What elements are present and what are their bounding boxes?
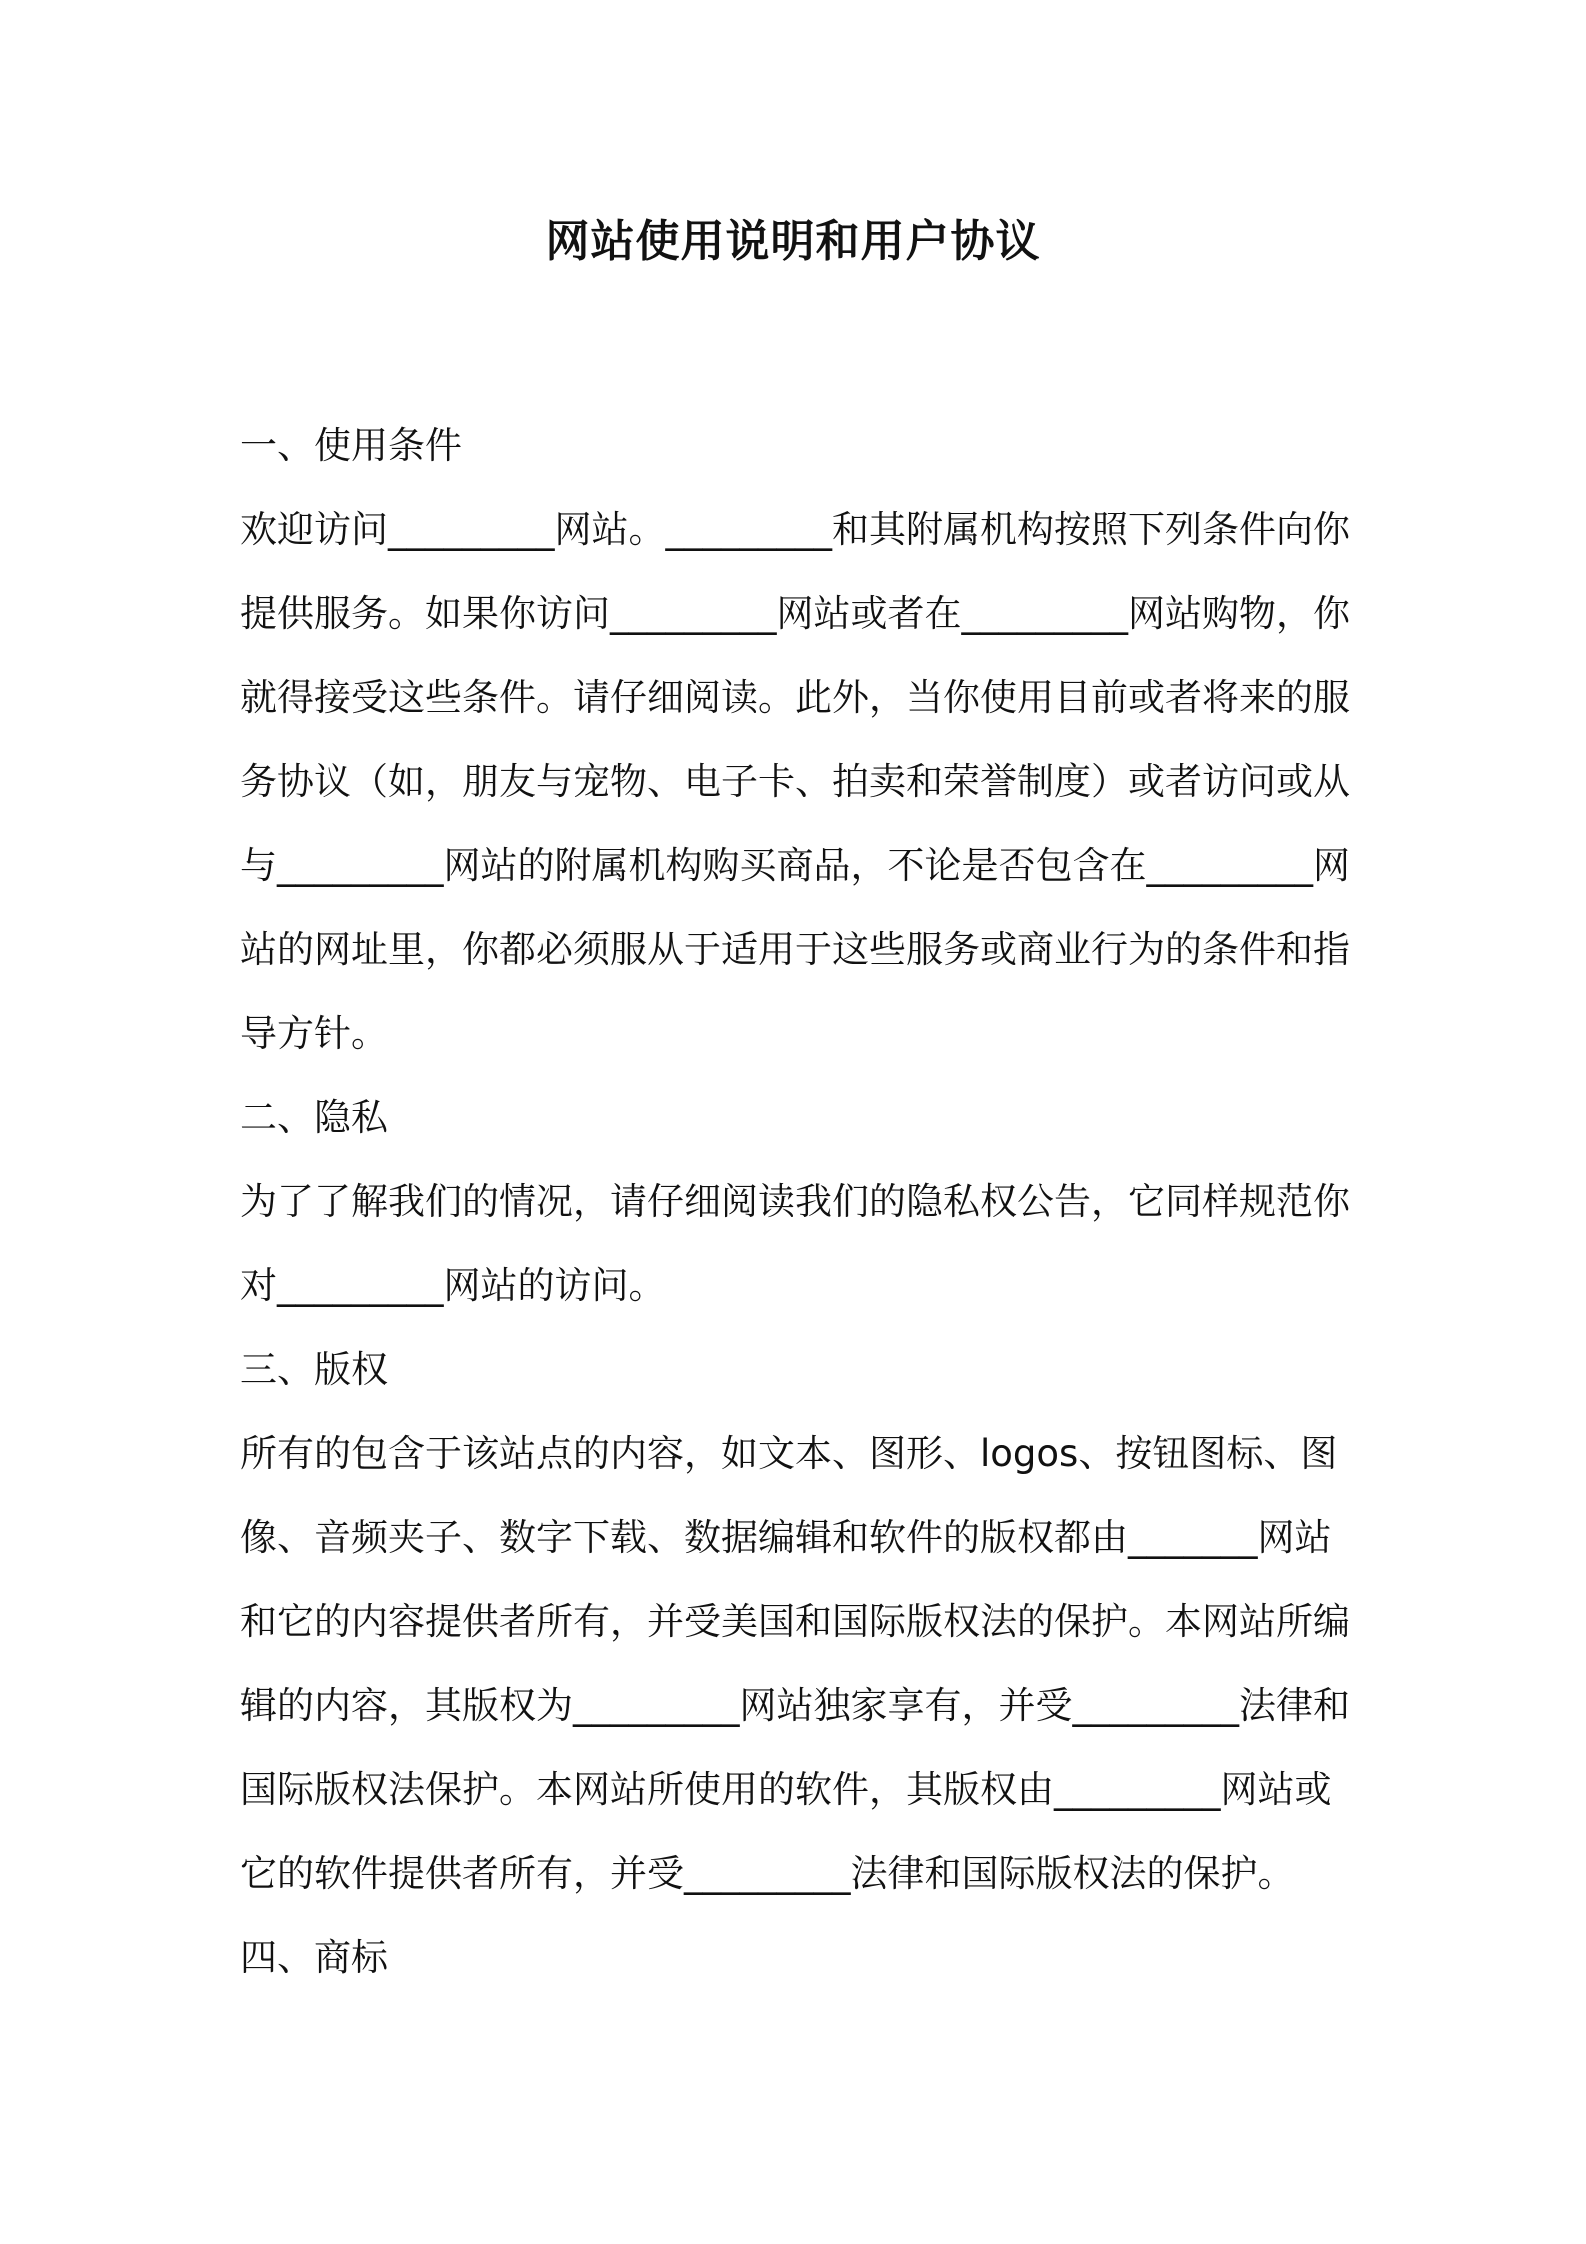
section-heading-terms-of-use: 一、使用条件: [240, 424, 462, 467]
document-title: 网站使用说明和用户协议: [545, 216, 1041, 267]
section-paragraph-copyright: 所有的包含于该站点的内容，如文本、图形、logos、按钮图标、图像、音频夹子、数字下载、数据编辑和软件的版权都由_______网站和它的内容提供者所有，并受美国和国际版权法的保护。本网站所编辑的内容，其版权为_________网站独家享有，并受_________法律和国际版权法保护。本网站所使用的软件，其版权由_________网站或它的软件提供者所有，并受_________法律和国际版权法的保护。: [240, 1432, 1350, 1895]
section-paragraph-terms-of-use: 欢迎访问_________网站。_________和其附属机构按照下列条件向你提供服务。如果你访问_________网站或者在_________网站购物，你就得接受这些条件。请仔细阅读。此外，当你使用目前或者将来的服务协议（如，朋友与宠物、电子卡、拍卖和荣誉制度）或者访问或从与_________网站的附属机构购买商品，不论是否包含在_________网站的网址里，你都必须服从于适用于这些服务或商业行为的条件和指导方针。: [240, 508, 1350, 1055]
section-heading-privacy: 二、隐私: [240, 1096, 388, 1139]
section-heading-trademark: 四、商标: [240, 1936, 388, 1979]
section-paragraph-privacy: 为了了解我们的情况，请仔细阅读我们的隐私权公告，它同样规范你对_________网站的访问。: [240, 1180, 1350, 1307]
section-heading-copyright: 三、版权: [240, 1348, 388, 1391]
document-body: [240, 404, 1350, 2000]
